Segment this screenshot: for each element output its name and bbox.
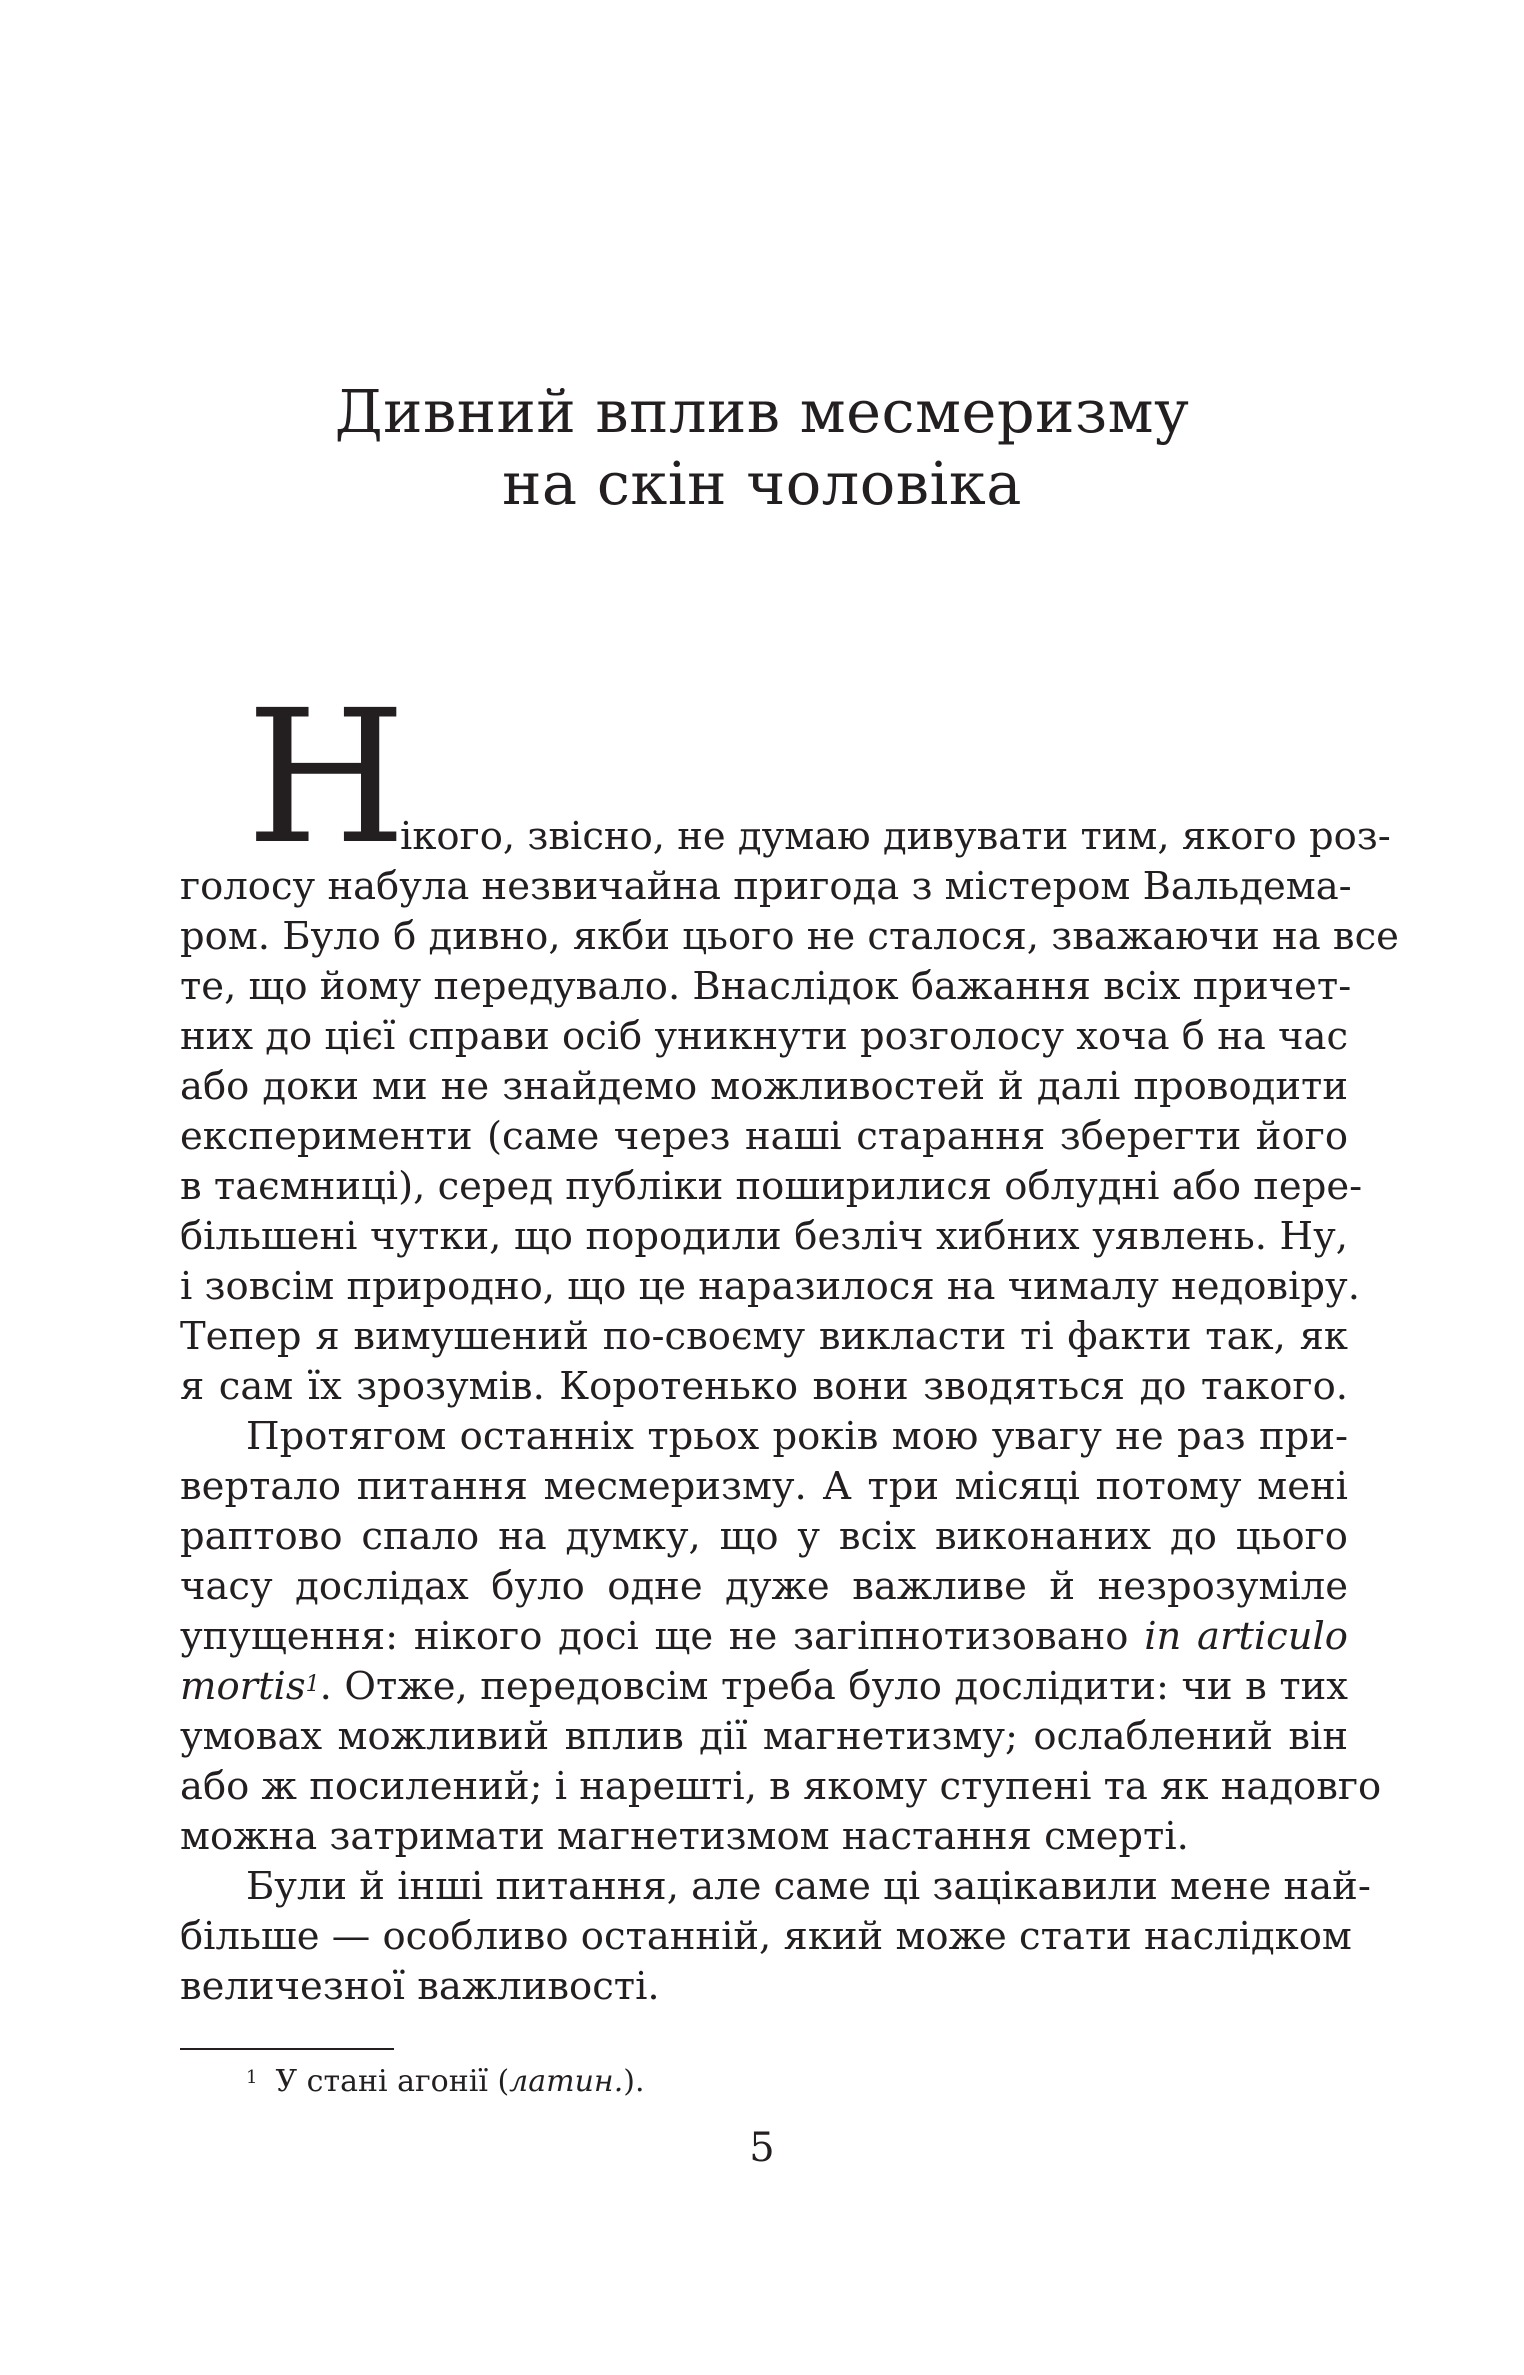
text-line: в таємниці), серед публіки поширилися облудні або пере- [180, 1164, 1363, 1209]
footnote-reference[interactable]: 1 [305, 1672, 320, 1697]
text-line: те, що йому передувало. Внаслідок бажання всіх причет- [180, 964, 1352, 1009]
text-line: ром. Було б дивно, якби цього не сталося, зважаючи на все [180, 914, 1399, 959]
text-line: часу дослідах було одне дуже важливе й незрозуміле [180, 1564, 1348, 1609]
text-line: можна затримати магнетизмом настання смерті. [180, 1814, 1189, 1859]
text-line: Були й інші питання, але саме ці зацікавили мене най- [246, 1864, 1371, 1909]
text-line: умовах можливий вплив дії магнетизму; ослаблений він [180, 1714, 1348, 1759]
footnote-italic: латин. [509, 2064, 624, 2099]
chapter-title-line-1: Дивний вплив месмеризму [334, 377, 1190, 446]
text-line: більше — особливо останній, який може стати наслідком [180, 1914, 1352, 1959]
footnote-divider [180, 2048, 394, 2050]
text-span: . Отже, передовсім треба було дослідити: чи в тих [319, 1664, 1348, 1709]
drop-cap: Н [246, 671, 407, 885]
text-line: більшені чутки, що породили безліч хибних уявлень. Ну, [180, 1214, 1348, 1259]
latin-phrase: mortis [180, 1664, 306, 1709]
text-line [180, 1612, 1348, 1662]
text-line: я сам їх зрозумів. Коротенько вони зводяться до такого. [180, 1364, 1348, 1409]
text-span: упущення: нікого досі ще не загіпнотизовано [180, 1614, 1145, 1659]
page-number: 5 [749, 2125, 775, 2171]
text-line: ікого, звісно, не думаю дивувати тим, якого роз- [400, 814, 1391, 859]
chapter-title-line-2: на скін чоловіка [502, 449, 1022, 518]
text-line: експерименти (саме через наші старання зберегти його [180, 1114, 1348, 1159]
text-line: раптово спало на думку, що у всіх виконаних до цього [180, 1514, 1348, 1559]
footnote-text-end: ). [623, 2064, 645, 2099]
text-line: величезної важливості. [180, 1964, 660, 2009]
text-line: вертало питання месмеризму. А три місяці потому мені [180, 1464, 1348, 1509]
footnote-text: У стані агонії ( [275, 2064, 510, 2099]
text-line: Тепер я вимушений по-своєму викласти ті факти так, як [180, 1314, 1348, 1359]
text-line: і зовсім природно, що це наразилося на чималу недовіру. [180, 1264, 1360, 1309]
text-line: або ж посилений; і нарешті, в якому ступені та як надовго [180, 1764, 1382, 1809]
text-line: них до цієї справи осіб уникнути розголосу хоча б на час [180, 1014, 1349, 1059]
text-line: Протягом останніх трьох років мою увагу не раз при- [246, 1414, 1348, 1459]
text-line [180, 1662, 1348, 1712]
footnote [246, 2060, 644, 2104]
latin-phrase: in articulo [1144, 1614, 1348, 1659]
text-line: або доки ми не знайдемо можливостей й далі проводити [180, 1064, 1348, 1109]
text-line: голосу набула незвичайна пригода з містером Вальдема- [180, 864, 1352, 909]
footnote-number: 1 [246, 2067, 258, 2088]
